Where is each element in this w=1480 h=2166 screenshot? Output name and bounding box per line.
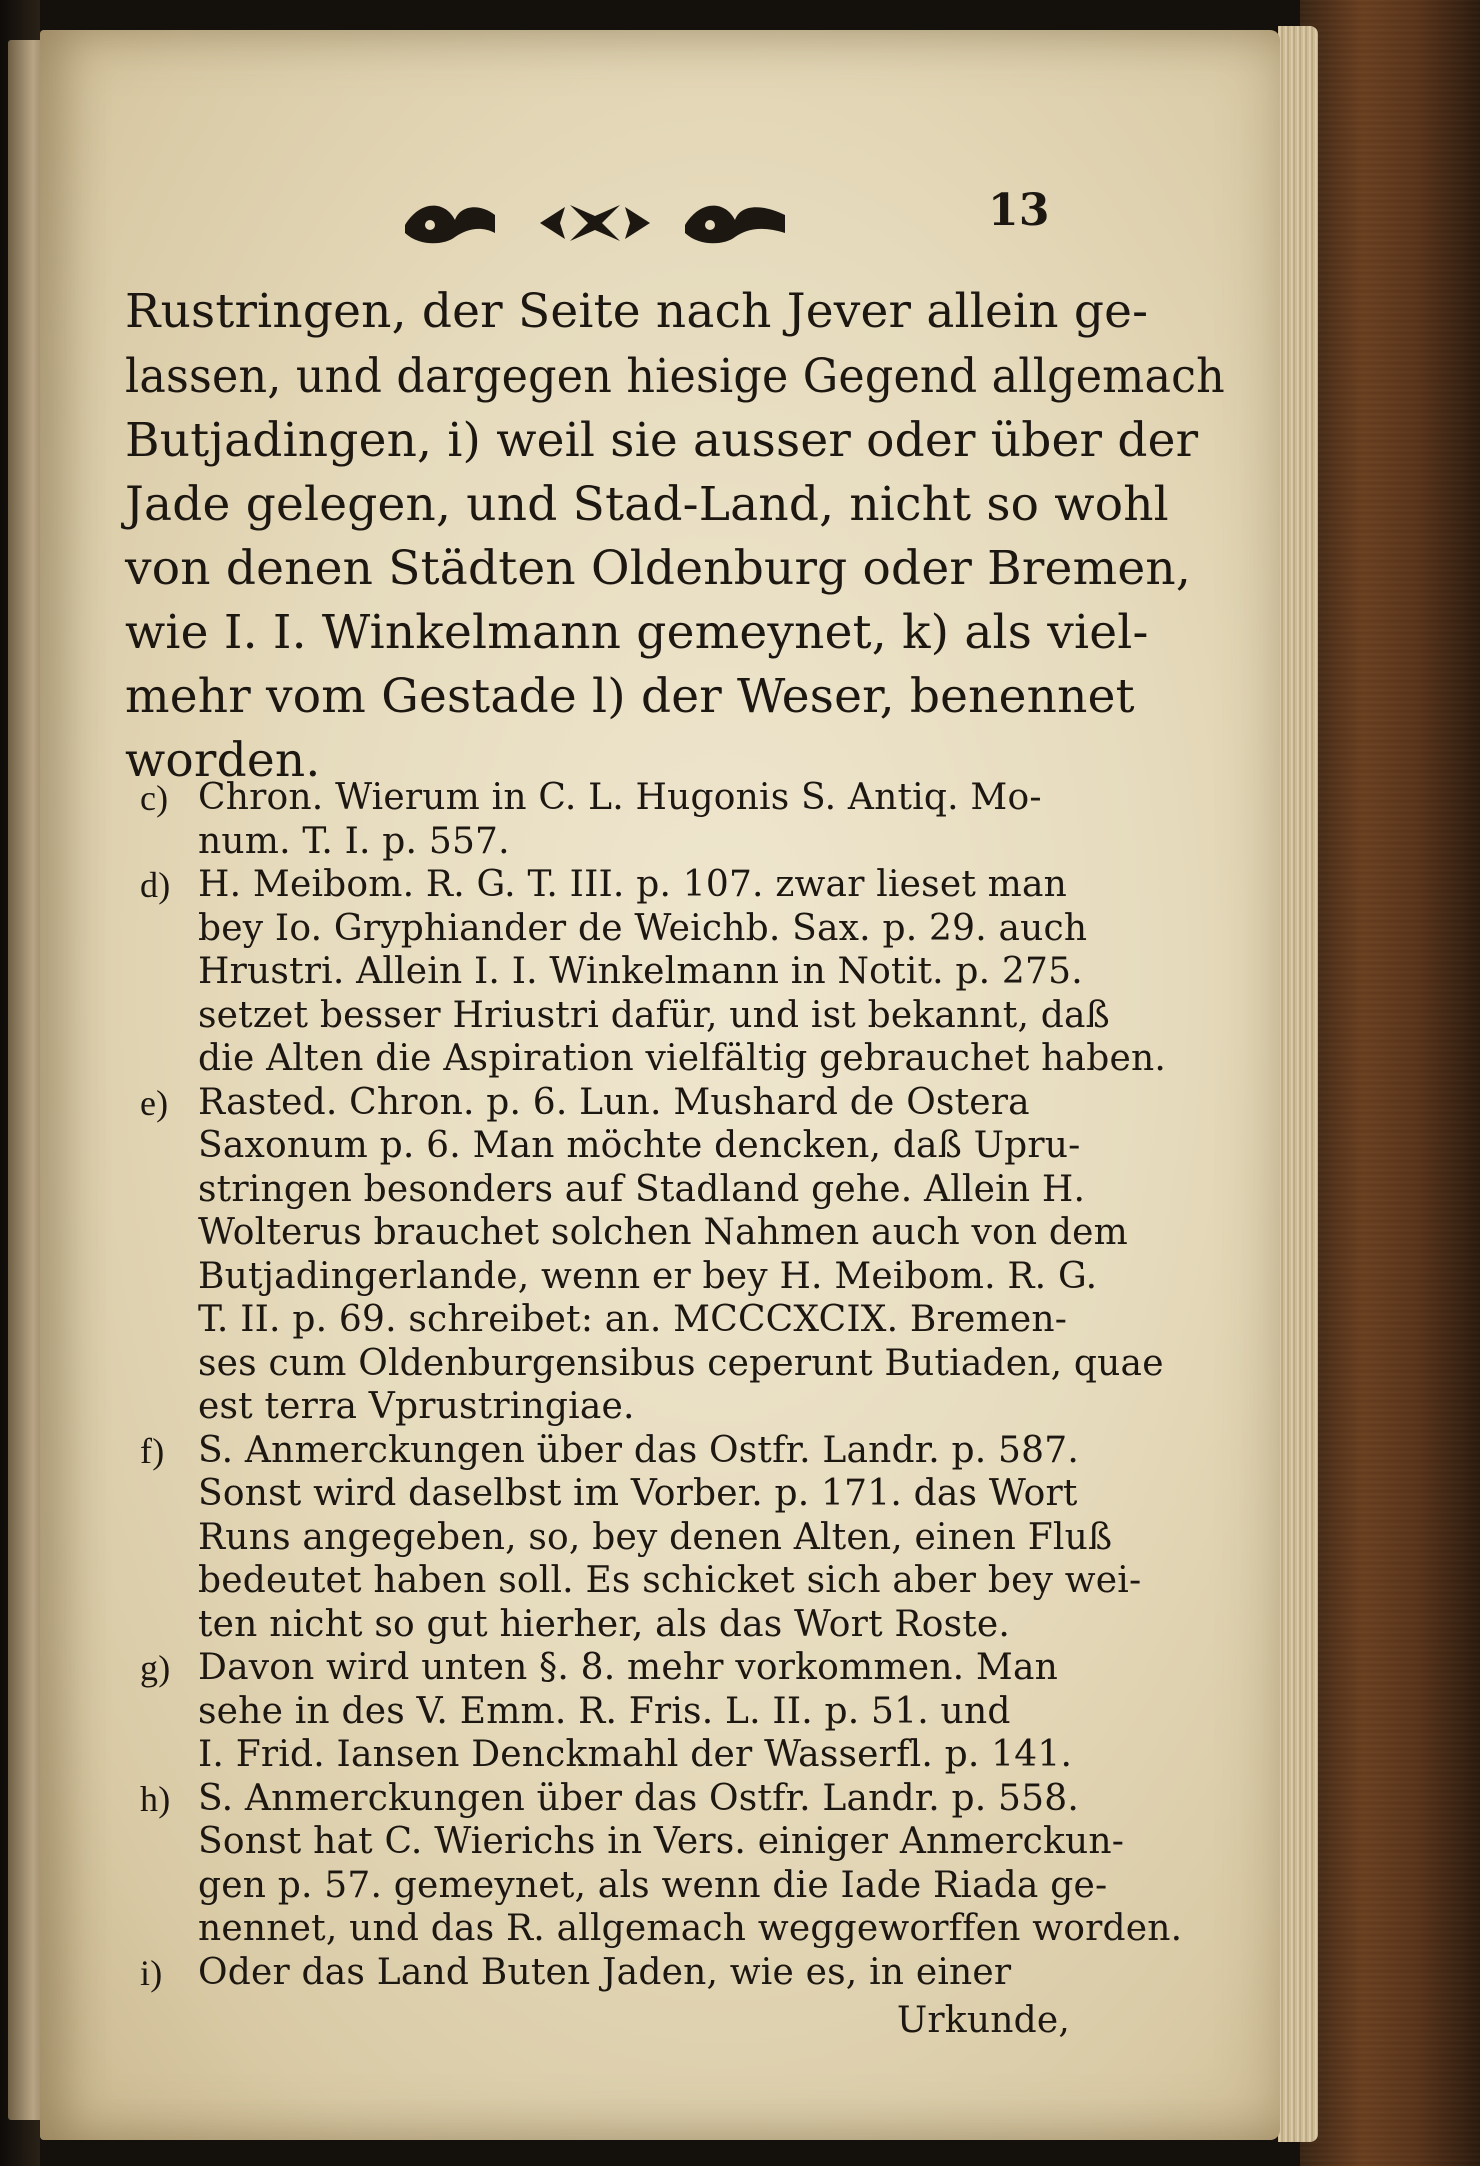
body-line: wie I. I. Winkelmann gemeynet, k) als viel- xyxy=(125,605,1149,660)
footnote-line: T. II. p. 69. schreibet: an. MCCCXCIX. Bremen- xyxy=(198,1299,1068,1340)
body-line: Rustringen, der Seite nach Jever allein ge- xyxy=(125,284,1149,339)
header-ornament-icon xyxy=(400,185,790,255)
footnote-line: Rasted. Chron. p. 6. Lun. Mushard de Ostera xyxy=(198,1082,1030,1123)
footnote-line: Wolterus brauchet solchen Nahmen auch von dem xyxy=(198,1212,1129,1253)
footnote-line: Oder das Land Buten Jaden, wie es, in einer xyxy=(198,1952,1012,1993)
footnote-line: Saxonum p. 6. Man möchte dencken, daß Upru- xyxy=(198,1125,1081,1166)
footnote-line: Butjadingerlande, wenn er bey H. Meibom. R. G. xyxy=(198,1256,1098,1297)
footnote-line: setzet besser Hriustri dafür, und ist bekannt, daß xyxy=(198,995,1110,1036)
footnote-line: Runs angegeben, so, bey denen Alten, einen Fluß xyxy=(198,1517,1113,1558)
book-binding xyxy=(1300,0,1480,2166)
footnote-line: I. Frid. Iansen Denckmahl der Wasserfl. p. 141. xyxy=(198,1734,1073,1775)
footnote-line: Chron. Wierum in C. L. Hugonis S. Antiq. Mo- xyxy=(198,777,1042,818)
footnote-mark: h) xyxy=(140,1779,171,1819)
body-line: Butjadingen, i) weil sie ausser oder über der xyxy=(125,413,1199,468)
footnote-line: H. Meibom. R. G. T. III. p. 107. zwar lieset man xyxy=(198,864,1068,905)
footnote-mark: e) xyxy=(140,1083,169,1123)
body-line: worden. xyxy=(125,733,321,788)
footnote-mark: f) xyxy=(140,1431,165,1471)
footnote-line: S. Anmerckungen über das Ostfr. Landr. p. 558. xyxy=(198,1778,1079,1819)
body-line: Jade gelegen, und Stad-Land, nicht so wohl xyxy=(125,477,1169,532)
footnote-line: nennet, und das R. allgemach weggeworffen worden. xyxy=(198,1908,1183,1949)
footnote-line: est terra Vprustringiae. xyxy=(198,1386,635,1427)
body-line: mehr vom Gestade l) der Weser, benennet xyxy=(125,669,1135,724)
footnote-mark: d) xyxy=(140,865,171,905)
footnote-line: S. Anmerckungen über das Ostfr. Landr. p. 587. xyxy=(198,1430,1079,1471)
footnote-line: gen p. 57. gemeynet, als wenn die Iade Riada ge- xyxy=(198,1865,1108,1906)
body-line: von denen Städten Oldenburg oder Bremen, xyxy=(125,541,1191,596)
footnote-line: ten nicht so gut hierher, als das Wort Roste. xyxy=(198,1604,1011,1645)
footnote-line: ses cum Oldenburgensibus ceperunt Butiaden, quae xyxy=(198,1343,1164,1384)
footnote-line: stringen besonders auf Stadland gehe. Allein H. xyxy=(198,1169,1086,1210)
page-number: 13 xyxy=(988,185,1050,236)
footnote-line: bedeutet haben soll. Es schicket sich aber bey wei- xyxy=(198,1560,1142,1601)
page-stack-edge xyxy=(1278,26,1318,2142)
footnote-line: Hrustri. Allein I. I. Winkelmann in Notit. p. 275. xyxy=(198,951,1083,992)
footnote-mark: i) xyxy=(140,1953,163,1993)
footnote-line: num. T. I. p. 557. xyxy=(198,821,510,862)
footnote-line: Sonst hat C. Wierichs in Vers. einiger Anmerckun- xyxy=(198,1821,1125,1862)
footnote-line: die Alten die Aspiration vielfältig gebrauchet haben. xyxy=(198,1038,1166,1079)
footnote-line: Sonst wird daselbst im Vorber. p. 171. das Wort xyxy=(198,1473,1078,1514)
body-line: lassen, und dargegen hiesige Gegend allgemach xyxy=(125,349,1225,404)
footnote-line: bey Io. Gryphiander de Weichb. Sax. p. 29. auch xyxy=(198,908,1088,949)
footnote-line: Davon wird unten §. 8. mehr vorkommen. Man xyxy=(198,1647,1058,1688)
facing-page-edge xyxy=(8,40,44,2120)
footnote-mark: g) xyxy=(140,1648,171,1688)
footnote-line: sehe in des V. Emm. R. Fris. L. II. p. 51. und xyxy=(198,1691,1011,1732)
catchword: Urkunde, xyxy=(896,2000,1070,2041)
footnote-mark: c) xyxy=(140,778,169,818)
